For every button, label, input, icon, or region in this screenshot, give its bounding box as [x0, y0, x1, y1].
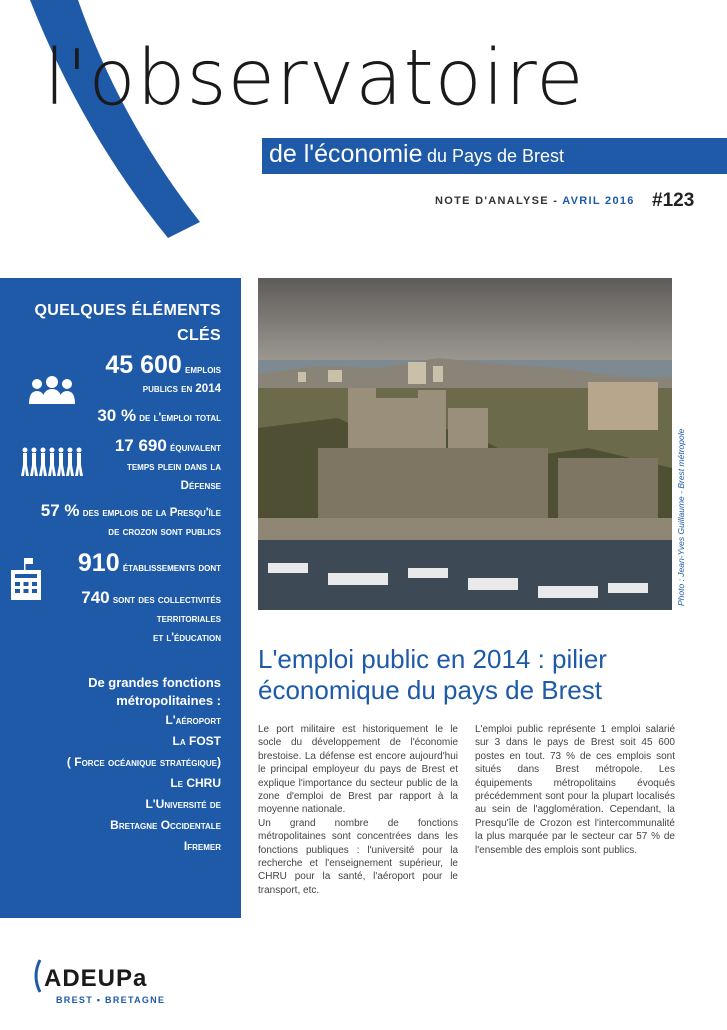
subtitle-main: de l'économie: [269, 140, 423, 168]
stat-public-jobs-label1: emplois: [184, 364, 221, 376]
stat-collectivities-label3: et l'éducation: [153, 632, 221, 644]
article-paragraph: Un grand nombre de fonctions métropolitaines sont concentrées dans les fonctions publiques : l'université pour la recherche et l'enseignement supérieur, le CHRU pour la santé, l'aéroport pour le transport, etc.: [258, 817, 458, 896]
article-headline: L'emploi public en 2014 : pilier économique du pays de Brest: [258, 644, 607, 705]
key-facts-panel: [0, 278, 241, 918]
adeupa-logo: [34, 958, 174, 1008]
functions-heading-line1: De grandes fonctions: [88, 675, 221, 690]
stat-establishments-value: 910: [77, 549, 120, 577]
people-icon: [28, 375, 76, 405]
harbour-castle-photo: [258, 278, 672, 610]
key-facts-heading-line1: QUELQUES ÉLÉMENTS: [34, 302, 221, 319]
stat-defense-label1: équivalent: [170, 442, 221, 454]
stat-collectivities-value: 740: [81, 588, 110, 607]
article-column-2: [475, 723, 675, 857]
function-item: ( Force océanique stratégique): [66, 755, 221, 769]
stat-establishments-label: établissements dont: [122, 562, 221, 574]
publication-subtitle: [269, 142, 564, 167]
photo-credit: Photo : Jean-Yves Guillaume - Brest métropole: [676, 428, 686, 606]
stat-crozon: [41, 501, 221, 542]
note-date: AVRIL 2016: [562, 195, 635, 207]
function-item: L'aéroport: [165, 713, 221, 727]
functions-list: [67, 710, 221, 857]
stat-crozon-label1: des emplois de la Presqu'île: [82, 507, 221, 519]
logo-tagline: BREST • BRETAGNE: [56, 995, 166, 1005]
logo-name: ADEUPa: [44, 965, 148, 992]
soldiers-icon: [20, 446, 84, 478]
stat-collectivities: [81, 588, 221, 648]
stat-establishments: [77, 549, 221, 578]
function-item: Ifremer: [183, 839, 221, 853]
article-column-1: [258, 723, 458, 897]
key-facts-heading-line2: CLÉS: [177, 327, 221, 344]
key-facts-heading: [35, 298, 221, 348]
issue-number: #123: [652, 190, 695, 211]
stat-share-value: 30 %: [97, 406, 137, 425]
publication-title: l'observatoire: [44, 34, 585, 123]
stat-collectivities-label2: territoriales: [156, 613, 221, 625]
note-type: NOTE D'ANALYSE -: [435, 195, 563, 207]
stat-share-employment: [97, 406, 221, 428]
note-label: [435, 195, 635, 207]
function-item: L'Université de: [145, 797, 221, 811]
stat-crozon-value: 57 %: [40, 501, 80, 520]
subtitle-region: du Pays de Brest: [426, 146, 565, 166]
stat-defense-fte: [115, 436, 221, 496]
function-item: Bretagne Occidentale: [110, 818, 221, 832]
stat-crozon-label2: de crozon sont publics: [108, 526, 221, 538]
stat-defense-label3: Défense: [180, 480, 221, 492]
article-paragraph: Le port militaire est historiquement le le socle du développement de l'économie brestoise. La défense est encore aujourd'hui le principal employeur du pays de Brest et explique l'importance du secteur public de la zone d'emploi de Brest par rapport à la moyenne nationale.: [258, 724, 458, 816]
stat-defense-value: 17 690: [114, 436, 167, 455]
function-item: Le CHRU: [170, 776, 221, 790]
building-icon: [10, 558, 42, 600]
function-item: La FOST: [172, 734, 221, 748]
stat-public-jobs: [105, 351, 221, 399]
functions-heading-line2: métropolitaines :: [116, 693, 221, 708]
article-paragraph: L'emploi public représente 1 emploi salarié sur 3 dans le pays de Brest soit 45 600 postes en tout. 73 % de ces emplois sont situés dans Brest métropole. Les équipements métropolitains évoqués précédemment sont pour la plupart localisés au sein de l'agglomération. Cependant, la Presqu'île de Crozon est l'intercommunalité la plus marquée par le secteur car 57 % de l'ensemble des emplois sont publics.: [475, 724, 675, 856]
stat-public-jobs-label2: publics en 2014: [142, 383, 221, 395]
stat-share-label: de l'emploi total: [139, 412, 221, 424]
stat-defense-label2: temps plein dans la: [126, 461, 221, 473]
functions-heading: [88, 674, 221, 710]
stat-public-jobs-value: 45 600: [105, 351, 182, 379]
stat-collectivities-label1: sont des collectivités: [112, 594, 221, 606]
